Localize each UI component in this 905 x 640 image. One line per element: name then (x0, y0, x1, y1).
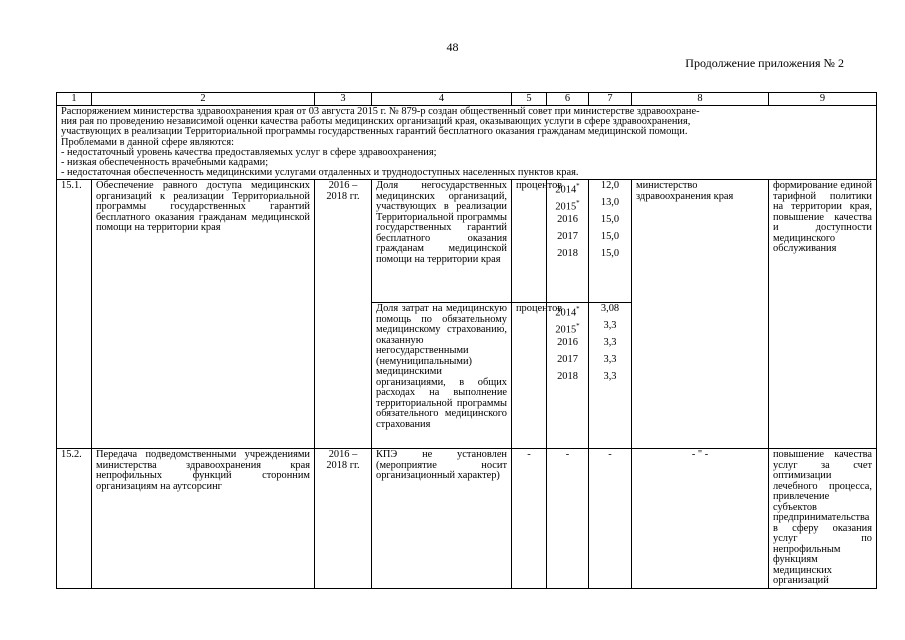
table-row (57, 449, 877, 589)
row-number: 15.1. (57, 180, 92, 449)
intro-row (57, 106, 877, 180)
intro-line: - низкая обеспеченность врачебными кадрами; (61, 157, 269, 169)
unit: процентов (512, 303, 547, 449)
values-cell (589, 303, 632, 449)
period: 2016 – 2018 гг. (315, 449, 372, 589)
years-cell (547, 180, 589, 303)
year: 2017 (557, 354, 578, 366)
value: 13,0 (600, 197, 620, 209)
intro-line: Распоряжением министерства здравоохранения края от 03 августа 2015 г. № 879-р создан общественный совет при министерстве здравоохране- (61, 106, 700, 117)
year: - (547, 449, 589, 589)
year: 2016 (557, 214, 578, 226)
header-cell: 8 (632, 93, 769, 106)
year: 2014* (555, 182, 580, 196)
year: 2018 (557, 248, 578, 260)
unit: - (512, 449, 547, 589)
measure-description: Передача подведомственными учреждениями министерства здравоохранения края непрофильных функций сторонним организациям на аутсорсинг (92, 449, 315, 589)
value: 15,0 (600, 231, 620, 243)
header-cell: 3 (315, 93, 372, 106)
intro-line: ния рая по проведению независимой оценки качества работы медицинских организаций края, оказывающих услуги в сфере здравоохранения, (61, 116, 691, 128)
measure-description: Обеспечение равного доступа медицинских организаций к реализации Территориальной программы государственных гарантий бесплатного оказания гражданам медицинской помощи на территории края (92, 180, 315, 449)
intro-line: участвующих в реализации Территориальной программы государственных гарантий бесплатного оказания гражданам медицинской помощи. (61, 126, 688, 138)
header-cell: 9 (769, 93, 877, 106)
header-cell: 1 (57, 93, 92, 106)
period: 2016 – 2018 гг. (315, 180, 372, 449)
value: 3,3 (603, 371, 617, 383)
header-cell: 4 (372, 93, 512, 106)
header-cell: 5 (512, 93, 547, 106)
year: 2018 (557, 371, 578, 383)
header-cell: 7 (589, 93, 632, 106)
value: 3,08 (600, 303, 620, 315)
year: 2015* (555, 199, 580, 213)
value: 12,0 (600, 180, 620, 192)
responsible: министерство здравоохранения края (632, 180, 769, 449)
continuation-label: Продолжение приложения № 2 (685, 56, 844, 70)
header-row (57, 93, 877, 106)
intro-line: - недостаточная обеспеченность медицинскими услугами отдаленных и труднодоступных населенных пунктов края. (61, 167, 579, 179)
value: 3,3 (603, 320, 617, 332)
intro-line: - недостаточный уровень качества предоставляемых услуг в сфере здравоохранения; (61, 146, 437, 158)
value: 3,3 (603, 337, 617, 349)
expected-result: формирование единой тарифной политики на территории края, повышение качества и доступности медицинского обслуживания (769, 180, 877, 449)
indicator-name: КПЭ не установлен (мероприятие носит организационный характер) (372, 449, 512, 589)
indicator-name: Доля затрат на медицинскую помощь по обязательному медицинскому страхованию, оказанную негосударственными (немуниципальными) медицинскими организациями, в общих расходах на выполнение территориальной программы обязательного медицинского страхования (372, 303, 512, 449)
row-number: 15.2. (57, 449, 92, 589)
intro-line: Проблемами в данной сфере являются: (61, 136, 235, 148)
intro-text (57, 106, 877, 180)
unit: процентов (512, 180, 547, 303)
year: 2017 (557, 231, 578, 243)
value: 15,0 (600, 248, 620, 260)
year: 2015* (555, 322, 580, 336)
table-row (57, 180, 877, 303)
page-number: 48 (446, 40, 459, 54)
program-table (56, 92, 877, 589)
year: 2016 (557, 337, 578, 349)
year: 2014* (555, 305, 580, 319)
responsible: - " - (632, 449, 769, 589)
values-cell (589, 180, 632, 303)
header-cell: 6 (547, 93, 589, 106)
value: 15,0 (600, 214, 620, 226)
header-cell: 2 (92, 93, 315, 106)
years-cell (547, 303, 589, 449)
value: - (589, 449, 632, 589)
indicator-name: Доля негосударственных медицинских организаций, участвующих в реализации Территориальной программы государственных гарантий бесплатного оказания гражданам медицинской помощи на территории края (372, 180, 512, 303)
value: 3,3 (603, 354, 617, 366)
expected-result: повышение качества услуг за счет оптимизации лечебного процесса, привлечение субъектов предпринимательства в сферу оказания услуг по непрофильным функциям медицинских организаций (769, 449, 877, 589)
